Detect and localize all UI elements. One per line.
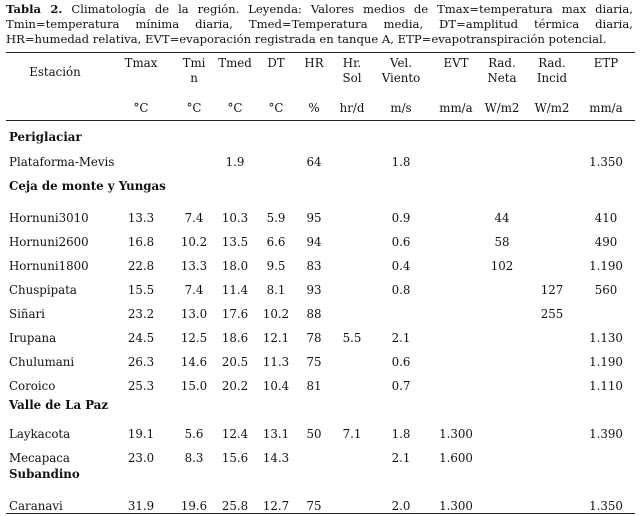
caption-label: Tabla 2. [6, 2, 63, 16]
cell-dt: 12.7 [262, 499, 290, 513]
station-name: Coroico [9, 379, 56, 393]
header-radincid: Rad. [538, 56, 566, 70]
header-sol-line2: Sol [342, 71, 362, 85]
cell-hr: 88 [306, 307, 322, 321]
station-name: Caranavi [9, 499, 63, 513]
header-tmin-line2: n [190, 71, 198, 85]
cell-viento: 0.6 [391, 355, 411, 369]
cell-dt: 5.9 [266, 211, 286, 225]
unit-dt: °C [268, 101, 284, 115]
cell-tmed: 20.5 [221, 355, 249, 369]
cell-hr: 50 [306, 427, 322, 441]
cell-tmed: 25.8 [221, 499, 249, 513]
table-bottom-rule [6, 513, 635, 514]
cell-viento: 1.8 [391, 427, 411, 441]
cell-hr: 75 [306, 355, 322, 369]
cell-viento: 2.0 [391, 499, 411, 513]
cell-hr: 64 [306, 155, 322, 169]
cell-dt: 8.1 [266, 283, 286, 297]
cell-tmin: 13.0 [180, 307, 208, 321]
cell-viento: 0.9 [391, 211, 411, 225]
cell-tmin: 7.4 [184, 283, 204, 297]
cell-tmax: 19.1 [127, 427, 155, 441]
cell-dt: 9.5 [266, 259, 286, 273]
cell-tmax: 26.3 [127, 355, 155, 369]
header-sol: Hr. [342, 56, 362, 70]
station-name: Plataforma-Mevis [9, 155, 115, 169]
cell-tmed: 18.6 [221, 331, 249, 345]
header-tmin: Tmi [182, 56, 206, 70]
station-name: Laykacota [9, 427, 71, 441]
cell-viento: 0.7 [391, 379, 411, 393]
cell-tmin: 19.6 [180, 499, 208, 513]
cell-etp: 1.350 [589, 499, 623, 513]
table-top-rule [6, 52, 635, 53]
unit-etp: mm/a [589, 101, 623, 115]
caption-text: Climatología de la región. Leyenda: Valores medios de Tmax=temperatura max diaria, Tmin=temperatura mínima diaria, Tmed=Temperatura media, DT=amplitud térmica diaria, HR=humedad relativa, EVT=evaporación registrada en tanque A, ETP=evapotranspiración potencial. [6, 2, 633, 47]
cell-viento: 2.1 [391, 331, 411, 345]
cell-radneta: 102 [490, 259, 514, 273]
cell-viento: 1.8 [391, 155, 411, 169]
cell-dt: 13.1 [262, 427, 290, 441]
station-name: Hornuni2600 [9, 235, 89, 249]
cell-tmax: 25.3 [127, 379, 155, 393]
cell-etp: 1.130 [589, 331, 623, 345]
unit-radincid: W/m2 [534, 101, 570, 115]
cell-tmed: 11.4 [221, 283, 249, 297]
header-tmed: Tmed [218, 56, 252, 70]
cell-tmin: 8.3 [184, 451, 204, 465]
cell-radincid: 255 [540, 307, 564, 321]
section-heading: Valle de La Paz [9, 398, 109, 412]
cell-viento: 2.1 [391, 451, 411, 465]
header-hr: HR [304, 56, 324, 70]
cell-etp: 560 [594, 283, 618, 297]
cell-radincid: 127 [540, 283, 564, 297]
cell-tmed: 15.6 [221, 451, 249, 465]
station-name: Chuspipata [9, 283, 77, 297]
cell-tmed: 18.0 [221, 259, 249, 273]
unit-viento: m/s [390, 101, 412, 115]
cell-viento: 0.4 [391, 259, 411, 273]
cell-evt: 1.300 [439, 427, 473, 441]
header-tmax: Tmax [124, 56, 158, 70]
station-name: Hornuni1800 [9, 259, 89, 273]
unit-sol: hr/d [339, 101, 365, 115]
header-estacion: Estación [29, 65, 81, 79]
cell-evt: 1.600 [439, 451, 473, 465]
header-radincid-line2: Incid [536, 71, 568, 85]
cell-hr: 81 [306, 379, 322, 393]
header-radneta: Rad. [488, 56, 516, 70]
cell-tmax: 15.5 [127, 283, 155, 297]
cell-tmed: 20.2 [221, 379, 249, 393]
cell-tmin: 7.4 [184, 211, 204, 225]
header-radneta-line2: Neta [487, 71, 517, 85]
header-etp: ETP [593, 56, 619, 70]
unit-tmin: °C [186, 101, 202, 115]
cell-tmin: 10.2 [180, 235, 208, 249]
cell-tmin: 5.6 [184, 427, 204, 441]
cell-hr: 78 [306, 331, 322, 345]
cell-etp: 410 [594, 211, 618, 225]
cell-etp: 1.190 [589, 355, 623, 369]
unit-tmax: °C [133, 101, 149, 115]
cell-tmin: 14.6 [180, 355, 208, 369]
cell-tmed: 13.5 [221, 235, 249, 249]
station-name: Mecapaca [9, 451, 70, 465]
header-viento: Vel. [390, 56, 412, 70]
cell-tmed: 12.4 [221, 427, 249, 441]
cell-tmin: 15.0 [180, 379, 208, 393]
cell-hr: 94 [306, 235, 322, 249]
cell-etp: 1.110 [589, 379, 623, 393]
station-name: Chulumani [9, 355, 75, 369]
unit-hr: % [308, 101, 320, 115]
table-caption [6, 2, 633, 48]
cell-dt: 10.2 [262, 307, 290, 321]
station-name: Hornuni3010 [9, 211, 89, 225]
cell-sol: 5.5 [342, 331, 362, 345]
section-heading: Periglaciar [9, 130, 82, 144]
unit-radneta: W/m2 [484, 101, 520, 115]
cell-tmax: 31.9 [127, 499, 155, 513]
cell-tmed: 17.6 [221, 307, 249, 321]
cell-evt: 1.300 [439, 499, 473, 513]
cell-tmax: 23.2 [127, 307, 155, 321]
cell-dt: 14.3 [262, 451, 290, 465]
cell-etp: 1.390 [589, 427, 623, 441]
cell-tmax: 13.3 [127, 211, 155, 225]
cell-dt: 10.4 [262, 379, 290, 393]
cell-hr: 93 [306, 283, 322, 297]
cell-tmax: 24.5 [127, 331, 155, 345]
station-name: Siñari [9, 307, 45, 321]
header-viento-line2: Viento [381, 71, 421, 85]
cell-tmax: 23.0 [127, 451, 155, 465]
section-heading: Ceja de monte y Yungas [9, 179, 166, 193]
cell-tmed: 10.3 [221, 211, 249, 225]
cell-hr: 75 [306, 499, 322, 513]
header-evt: EVT [443, 56, 469, 70]
cell-sol: 7.1 [342, 427, 362, 441]
section-heading: Subandino [9, 467, 80, 481]
header-rule [6, 120, 635, 121]
cell-tmin: 13.3 [180, 259, 208, 273]
cell-viento: 0.8 [391, 283, 411, 297]
cell-etp: 490 [594, 235, 618, 249]
station-name: Irupana [9, 331, 57, 345]
cell-etp: 1.350 [589, 155, 623, 169]
cell-etp: 1.190 [589, 259, 623, 273]
unit-tmed: °C [227, 101, 243, 115]
cell-tmin: 12.5 [180, 331, 208, 345]
cell-hr: 83 [306, 259, 322, 273]
cell-dt: 11.3 [262, 355, 290, 369]
cell-radneta: 58 [494, 235, 510, 249]
cell-tmax: 16.8 [127, 235, 155, 249]
cell-tmax: 22.8 [127, 259, 155, 273]
cell-dt: 6.6 [266, 235, 286, 249]
header-dt: DT [267, 56, 285, 70]
cell-radneta: 44 [494, 211, 510, 225]
cell-hr: 95 [306, 211, 322, 225]
cell-dt: 12.1 [262, 331, 290, 345]
cell-tmed: 1.9 [225, 155, 245, 169]
cell-viento: 0.6 [391, 235, 411, 249]
unit-evt: mm/a [439, 101, 473, 115]
